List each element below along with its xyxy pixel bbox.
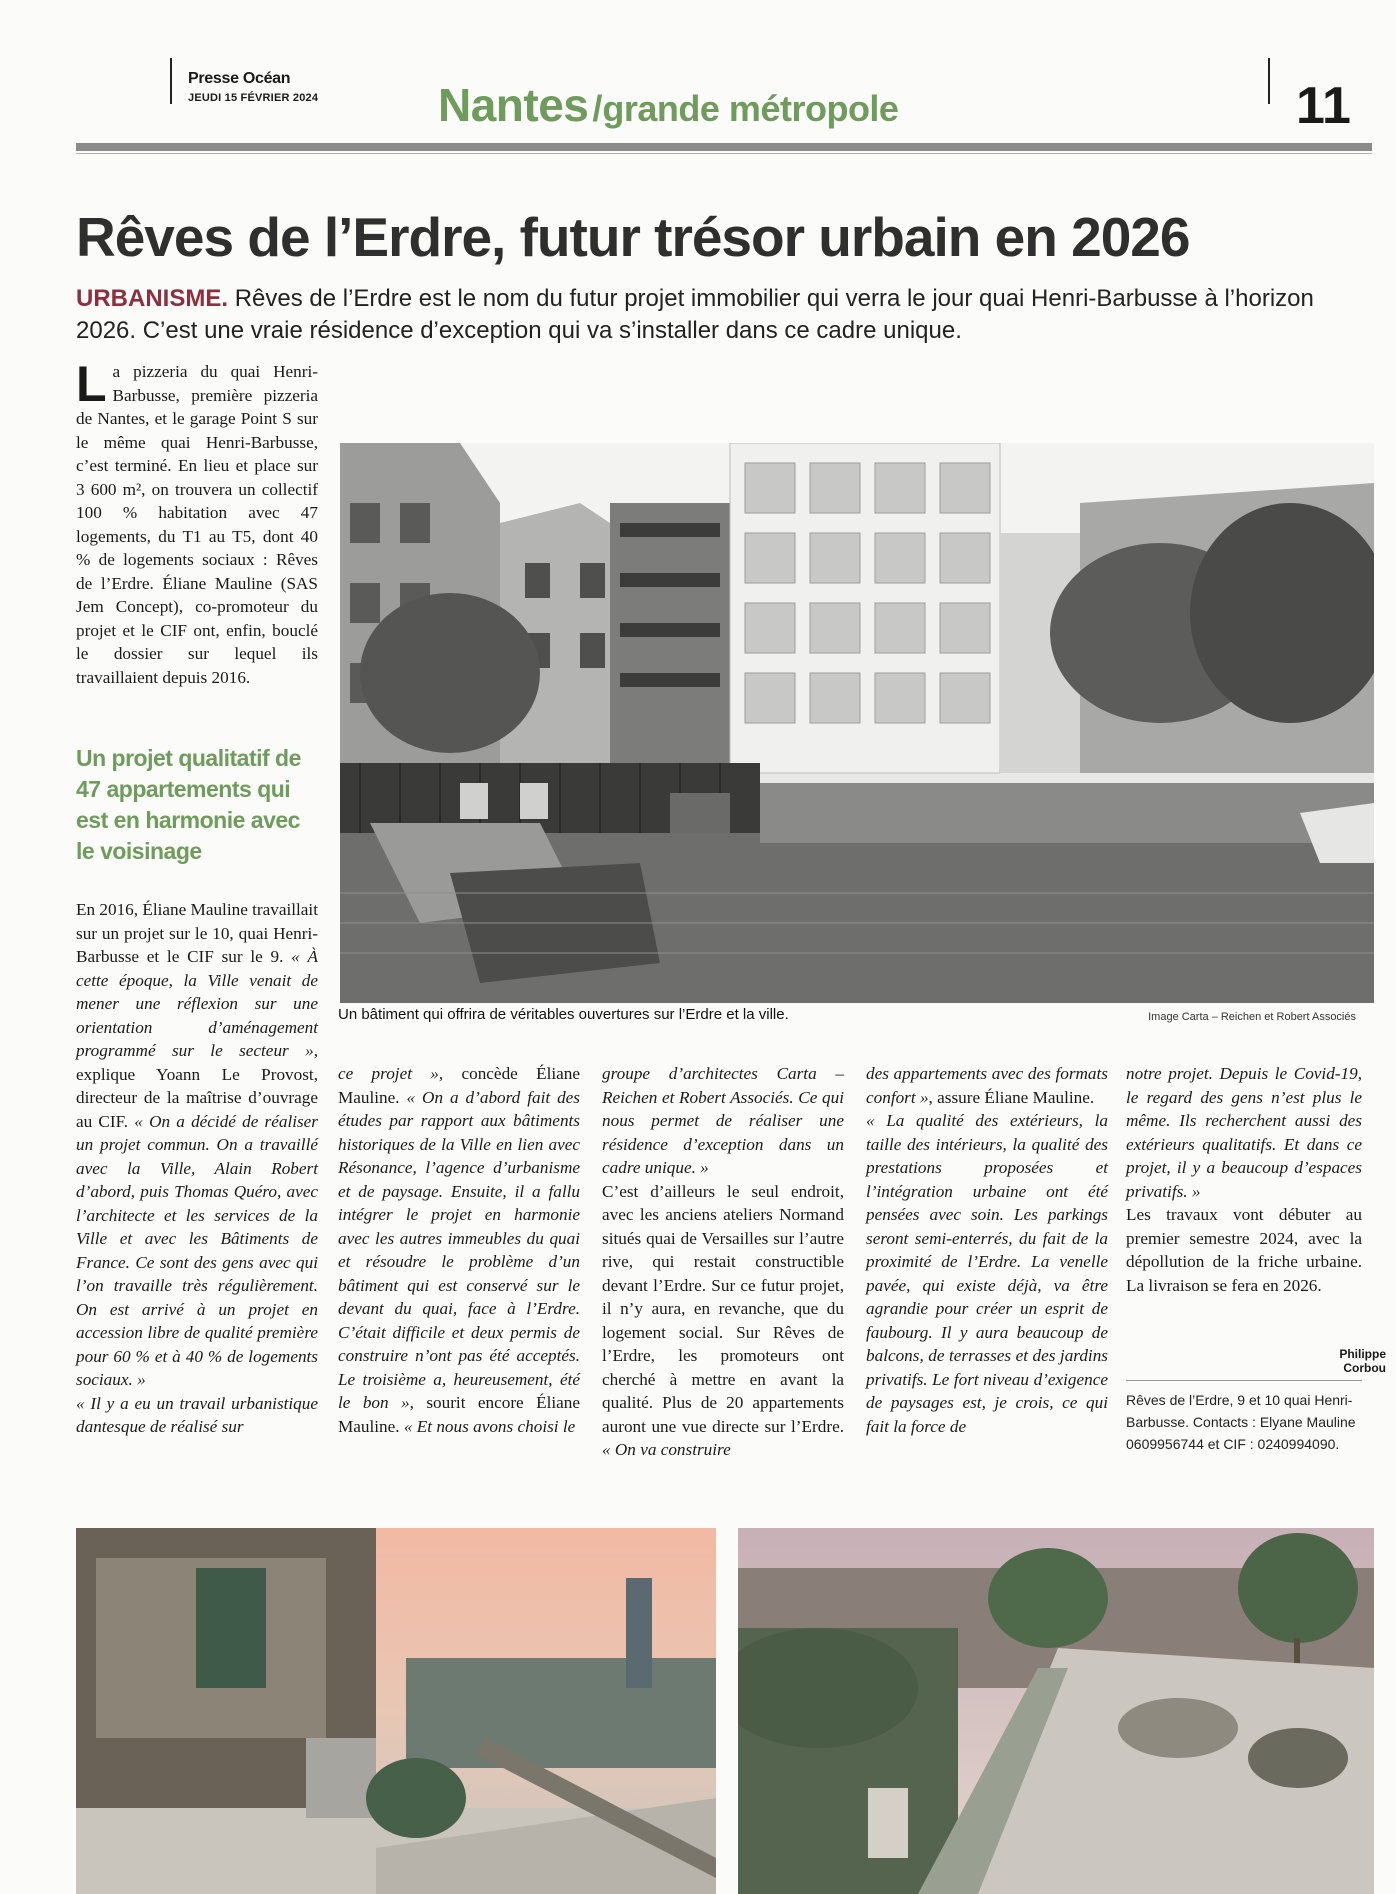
section-title [438, 78, 898, 132]
article-lead-text: Rêves de l’Erdre est le nom du futur projet immobilier qui verra le jour quai Henri-Barbusse à l’horizon 2026. C’est une vraie résidence d’exception qui va s’installer dans ce cadre unique. [76, 285, 1314, 344]
column-2-text-a: , concède Éliane Mauline. [338, 1064, 580, 1107]
article-byline: Philippe Corbou [1339, 1347, 1386, 1375]
issue-date: JEUDI 15 FÉVRIER 2024 [188, 92, 319, 104]
column-5-text: Les travaux vont débuter au premier semestre 2024, avec la dépollution de la friche urbaine. La livraison se fera en 2026. [1126, 1205, 1362, 1295]
header-rule-thin [76, 153, 1372, 154]
paragraph-2-text-a: En 2016, Éliane Mauline travaillait sur un projet sur le 10, quai Henri-Barbusse et le CIF sur le 9. [76, 900, 318, 966]
building-render-photo [340, 443, 1374, 1003]
photo-caption: Un bâtiment qui offrira de véritables ouvertures sur l’Erdre et la ville. [338, 1006, 789, 1023]
article-column-5 [1126, 1062, 1362, 1297]
section-city: Nantes [438, 79, 589, 131]
article-subhead: Un projet qualitatif de 47 appartements qui est en harmonie avec le voisinage [76, 745, 301, 864]
header-rule [76, 143, 1372, 151]
article-column-2 [338, 1062, 580, 1438]
paragraph-2-quote-1: « À cette époque, la Ville venait de mener une réflexion sur une orientation d’aménagement programmé sur le secteur » [76, 947, 319, 1060]
balcony-view-photo [76, 1528, 716, 1894]
masthead-rule [170, 58, 172, 104]
column-2-text-b: , sourit encore Éliane Mauline. [338, 1393, 580, 1436]
column-4-quote-2: « La qualité des extérieurs, la taille des intérieurs, la qualité des prestations proposées et l’intégration urbaine ont été pensées avec soin. Les parkings seront semi-enterrés, du fait de la proximité de l’Erdre. La venelle pavée, qui existe déjà, va être agrandie pour créer un esprit de faubourg. Il y aura beaucoup de balcons, de terrasses et des jardins privatifs. Le fort niveau d’exigence de paysages est, je crois, ce qui fait la force de [866, 1111, 1108, 1436]
column-4-quote-1: des appartements avec des formats confort » [866, 1064, 1108, 1107]
masthead-title: Presse Océan [188, 70, 291, 87]
column-2-quote-2: « On a d’abord fait des études par rapport aux bâtiments historiques de la Ville en lien avec Résonance, l’agence d’urbanisme et de paysage. Ensuite, il a fallu intégrer le projet en harmonie avec les autres immeubles du quai et résoudre le problème d’un bâtiment qui est conservé sur le devant du quai, face à l’Erdre. C’était difficile et deux permis de construire n’ont pas été acceptés. Le troisième a, heureusement, été le bon » [338, 1087, 580, 1412]
article-column-4 [866, 1062, 1108, 1438]
article-paragraph-2 [76, 898, 318, 1439]
section-slash: / [592, 88, 603, 129]
article-kicker: URBANISME. [76, 285, 229, 312]
article-lead [76, 283, 1376, 347]
paragraph-2-quote-2: « On a décidé de réaliser un projet commun. On a travaillé avec la Ville, Alain Robert d’abord, puis Thomas Quéro, avec l’architecte et les services de la Ville et avec les Bâtiments de France. Ce sont des gens avec qui l’on travaille très régulièrement. On est arrivé à un projet en accession libre de qualité première pour 60 % et à 40 % de logements sociaux. » [76, 1111, 318, 1389]
page-number: 11 [1296, 77, 1351, 135]
info-box: Rêves de l’Erdre, 9 et 10 quai Henri-Barbusse. Contacts : Elyane Mauline 0609956744 et CIF : 0240994090. [1126, 1380, 1362, 1455]
paragraph-3-quote: « Il y a eu un travail urbanistique dantesque de réalisé sur [76, 1393, 318, 1436]
paragraph-2-text-b: , explique Yoann Le Provost, directeur de la maîtrise d’ouvrage au CIF. [76, 1041, 318, 1131]
section-subtitle: grande métropole [602, 88, 899, 129]
column-4-text: , assure Éliane Mauline. [928, 1087, 1095, 1107]
article-headline: Rêves de l’Erdre, futur trésor urbain en 2026 [76, 206, 1190, 268]
column-3-quote-2: « On va construire [602, 1440, 731, 1459]
article-paragraph-1 [76, 356, 318, 689]
column-3-text: C’est d’ailleurs le seul endroit, avec les anciens ateliers Normand situés quai de Versailles sur l’autre rive, qui restait constructible devant l’Erdre. Sur ce futur projet, il n’y aura, en revanche, que du logement social. Sur Rêves de l’Erdre, les promoteurs ont cherché à mettre en avant la qualité. Plus de 20 appartements auront une vue directe sur l’Erdre. [602, 1181, 844, 1436]
column-2-quote-1: ce projet » [338, 1064, 439, 1083]
terrace-garden-photo [738, 1528, 1374, 1894]
column-2-quote-3: « Et nous avons choisi le [403, 1416, 576, 1436]
drop-cap: L [76, 356, 107, 412]
column-5-quote: notre projet. Depuis le Covid-19, le regard des gens n’est plus le même. Ils recherchent aussi des extérieurs qualitatifs. Et dans ce projet, il y a beaucoup d’espaces privatifs. » [1126, 1064, 1362, 1201]
paragraph-1-text: a pizzeria du quai Henri-Barbusse, première pizzeria de Nantes, et le garage Point S sur le même quai Henri-Barbusse, c’est terminé. En lieu et place sur 3 600 m², on trouvera un collectif 100 % habitation avec 47 logements, du T1 au T5, dont 40 % de logements sociaux : Rêves de l’Erdre. Éliane Mauline (SAS Jem Concept), co-promoteur du projet et le CIF ont, enfin, bouclé le dossier sur lequel ils travaillaient depuis 2016. [76, 362, 318, 687]
photo-credit: Image Carta – Reichen et Robert Associés [1148, 1011, 1356, 1023]
page-number-rule [1268, 58, 1270, 104]
article-column-3 [602, 1062, 844, 1462]
column-3-quote-1: groupe d’architectes Carta – Reichen et Robert Associés. Ce qui nous permet de réaliser une résidence d’exception dans un cadre unique. » [602, 1064, 844, 1177]
